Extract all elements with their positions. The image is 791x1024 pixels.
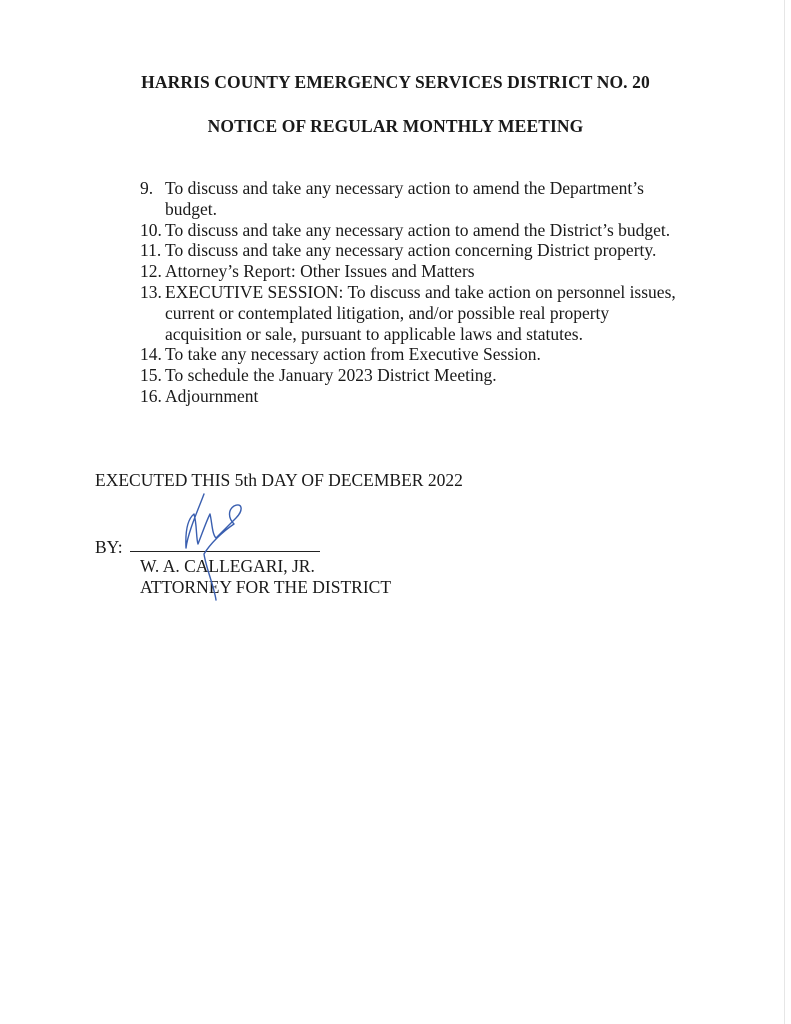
agenda-item: [140, 240, 720, 261]
agenda-item-number: 10.: [140, 219, 162, 240]
execution-statement: EXECUTED THIS 5th DAY OF DECEMBER 2022: [95, 470, 463, 490]
agenda-item-number: 11.: [140, 240, 162, 261]
agenda-item-text: budget.: [165, 198, 218, 219]
agenda-item-text: EXECUTIVE SESSION: To discuss and take action on personnel issues,: [165, 281, 676, 302]
signer-title: ATTORNEY FOR THE DISTRICT: [140, 577, 392, 597]
agenda-item-text: To discuss and take any necessary action to amend the Department’s: [165, 178, 644, 198]
agenda-item-number: 14.: [140, 344, 162, 365]
agenda-list: [140, 178, 720, 407]
agenda-item: [140, 344, 720, 365]
agenda-item: [140, 365, 720, 386]
agenda-item: [140, 220, 720, 241]
page-edge: [784, 0, 785, 1024]
signer-name: W. A. CALLEGARI, JR.: [140, 556, 315, 576]
district-title: HARRIS COUNTY EMERGENCY SERVICES DISTRICT NO. 20: [141, 72, 650, 92]
agenda-item-text: To take any necessary action from Executive Session.: [165, 344, 541, 365]
agenda-item-number: 9.: [140, 178, 154, 198]
agenda-item-text: Attorney’s Report: Other Issues and Matters: [165, 261, 475, 282]
by-label: BY:: [95, 537, 123, 557]
agenda-item-number: 16.: [140, 385, 162, 406]
agenda-item-text: current or contemplated litigation, and/or possible real property: [165, 302, 610, 323]
handwritten-signature: [170, 488, 270, 603]
agenda-item: [140, 386, 720, 407]
agenda-item: [140, 178, 720, 220]
agenda-item-text: To discuss and take any necessary action concerning District property.: [165, 240, 657, 261]
agenda-item: [140, 282, 720, 344]
agenda-item-text: acquisition or sale, pursuant to applicable laws and statutes.: [165, 323, 583, 344]
agenda-item-number: 13.: [140, 281, 162, 302]
agenda-item-text: Adjournment: [165, 385, 259, 406]
agenda-item-text: To discuss and take any necessary action to amend the District’s budget.: [165, 219, 671, 240]
agenda-item: [140, 261, 720, 282]
agenda-item-number: 15.: [140, 365, 162, 386]
agenda-item-number: 12.: [140, 261, 162, 282]
agenda-item-text: To schedule the January 2023 District Meeting.: [165, 365, 497, 386]
notice-title: NOTICE OF REGULAR MONTHLY MEETING: [207, 116, 584, 136]
